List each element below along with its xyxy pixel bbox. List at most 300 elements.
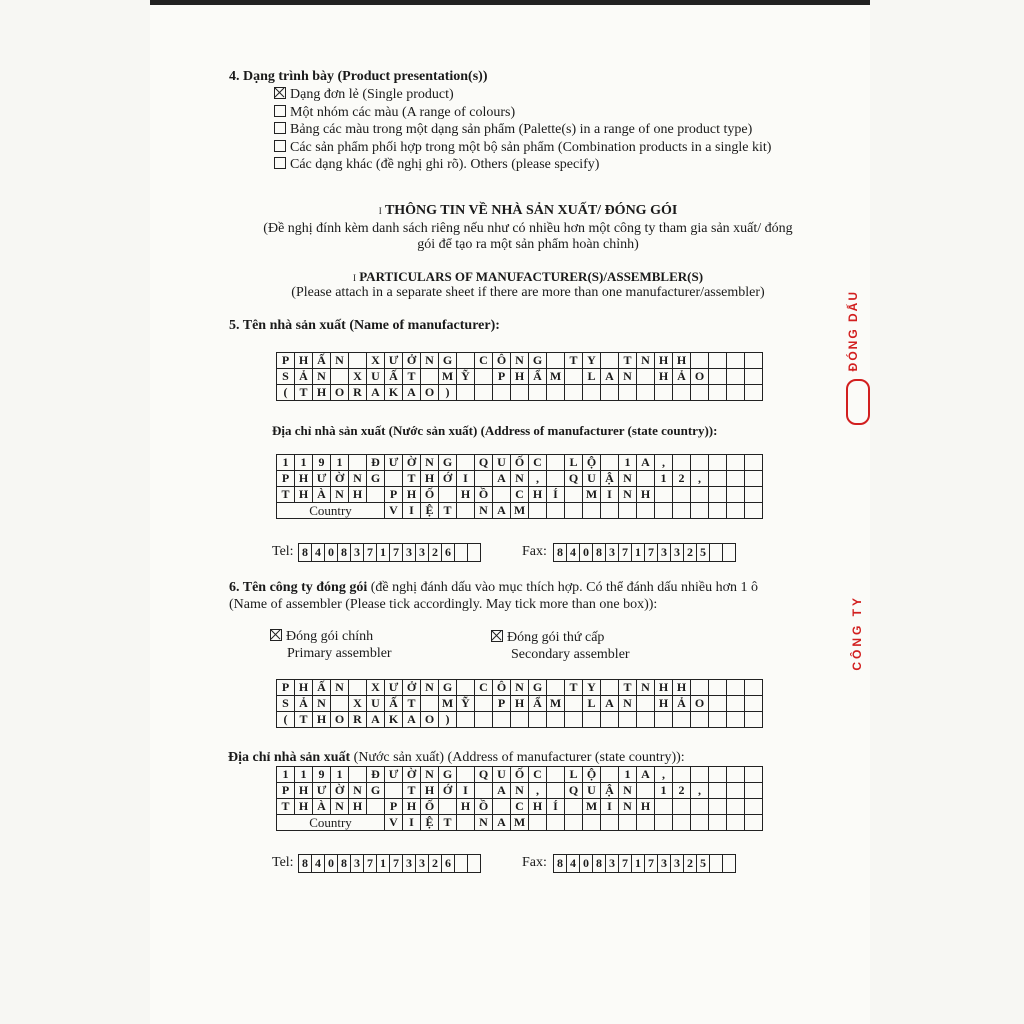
secondary-assembler-option[interactable] xyxy=(491,630,604,646)
grid-cell: Ờ xyxy=(403,455,421,471)
grid-cell xyxy=(655,712,673,728)
grid-cell: Ố xyxy=(421,799,439,815)
grid-cell xyxy=(349,455,367,471)
grid-cell: N xyxy=(331,799,349,815)
grid-cell: Ờ xyxy=(331,783,349,799)
grid-cell: T xyxy=(277,487,295,503)
grid-cell: Q xyxy=(565,783,583,799)
grid-cell xyxy=(475,712,493,728)
grid-cell: N xyxy=(619,471,637,487)
grid-cell: À xyxy=(313,487,331,503)
grid-cell: G xyxy=(367,783,385,799)
grid-cell: N xyxy=(619,487,637,503)
grid-cell: G xyxy=(439,767,457,783)
grid-cell xyxy=(493,385,511,401)
section6-address-label xyxy=(228,750,685,766)
grid-cell xyxy=(691,712,709,728)
grid-cell xyxy=(547,783,565,799)
grid-cell: P xyxy=(385,799,403,815)
grid-cell xyxy=(475,696,493,712)
grid-row xyxy=(277,471,763,487)
grid-cell: 1 xyxy=(277,767,295,783)
option-label: Một nhóm các màu (A range of colours) xyxy=(290,104,516,120)
section6-address-bold: Địa chỉ nhà sản xuất xyxy=(228,750,351,765)
grid-cell: H xyxy=(529,799,547,815)
grid-cell xyxy=(727,767,745,783)
country-cell xyxy=(655,503,673,519)
digit-box: 3 xyxy=(403,855,416,872)
country-cell xyxy=(727,815,745,831)
grid-cell: H xyxy=(655,696,673,712)
grid-cell xyxy=(709,369,727,385)
grid-cell: X xyxy=(367,353,385,369)
grid-cell xyxy=(673,712,691,728)
primary-assembler-option[interactable] xyxy=(270,629,373,645)
grid-row xyxy=(277,369,763,385)
grid-cell: G xyxy=(529,353,547,369)
grid-cell xyxy=(709,455,727,471)
digit-box xyxy=(710,544,723,561)
digit-box xyxy=(455,855,468,872)
grid-cell xyxy=(709,487,727,503)
grid-cell: H xyxy=(655,353,673,369)
section6-address-rest: (Nước sản xuất) (Address of manufacturer (state country)): xyxy=(353,750,685,765)
option-checkbox[interactable] xyxy=(274,87,286,99)
grid-cell: T xyxy=(619,680,637,696)
country-cell xyxy=(673,503,691,519)
grid-cell: H xyxy=(295,353,313,369)
grid-cell xyxy=(709,799,727,815)
grid-cell: 2 xyxy=(673,783,691,799)
grid-cell: T xyxy=(403,783,421,799)
grid-cell xyxy=(457,767,475,783)
grid-cell: 1 xyxy=(295,455,313,471)
grid-cell: H xyxy=(295,680,313,696)
country-cell xyxy=(529,815,547,831)
grid-cell: Ồ xyxy=(475,799,493,815)
country-cell xyxy=(709,815,727,831)
grid-cell: P xyxy=(493,369,511,385)
grid-cell xyxy=(691,767,709,783)
grid-cell: C xyxy=(511,487,529,503)
secondary-label-vi: Đóng gói thứ cấp xyxy=(507,630,605,645)
country-cell xyxy=(637,815,655,831)
manuf-title-vi xyxy=(228,203,828,219)
grid-cell: Ả xyxy=(673,369,691,385)
digit-box: 4 xyxy=(567,855,580,872)
digit-box: 4 xyxy=(567,544,580,561)
fax-label: Fax: xyxy=(522,544,547,559)
grid-cell: Ấ xyxy=(385,696,403,712)
option-label: Các sản phẩm phối hợp trong một bộ sản phẩm (Combination products in a single kit) xyxy=(290,139,772,155)
grid-cell xyxy=(673,487,691,503)
digit-box: 1 xyxy=(632,855,645,872)
grid-cell: Ố xyxy=(511,767,529,783)
digit-box: 1 xyxy=(377,544,390,561)
grid-row xyxy=(277,455,763,471)
grid-cell: A xyxy=(601,696,619,712)
grid-cell xyxy=(745,353,763,369)
section6-heading xyxy=(229,580,758,596)
grid-cell xyxy=(565,385,583,401)
section6-heading-line2: (Name of assembler (Please tick accordingly. May tick more than one box)): xyxy=(229,597,658,612)
digit-box: 6 xyxy=(442,544,455,561)
digit-box: 2 xyxy=(684,544,697,561)
grid-cell: T xyxy=(403,471,421,487)
country-cell: M xyxy=(511,503,529,519)
presentation-option[interactable] xyxy=(274,157,599,173)
grid-cell: N xyxy=(421,767,439,783)
grid-cell xyxy=(619,712,637,728)
grid-cell xyxy=(709,680,727,696)
grid-cell: N xyxy=(637,353,655,369)
grid-cell: Ộ xyxy=(583,455,601,471)
country-cell xyxy=(691,503,709,519)
grid-cell: N xyxy=(619,799,637,815)
grid-cell: À xyxy=(313,799,331,815)
country-cell xyxy=(547,503,565,519)
digit-box xyxy=(710,855,723,872)
grid-cell: Ớ xyxy=(439,471,457,487)
grid-cell xyxy=(457,680,475,696)
grid-cell: I xyxy=(457,783,475,799)
country-cell: N xyxy=(475,815,493,831)
digit-box xyxy=(455,544,468,561)
grid-cell: 1 xyxy=(655,471,673,487)
country-cell: Ệ xyxy=(421,815,439,831)
grid-cell xyxy=(565,487,583,503)
country-cell xyxy=(619,503,637,519)
grid-cell: T xyxy=(403,369,421,385)
grid-cell: G xyxy=(529,680,547,696)
grid-cell xyxy=(745,767,763,783)
digit-box: 7 xyxy=(619,855,632,872)
grid-cell: X xyxy=(349,369,367,385)
grid-cell: N xyxy=(511,680,529,696)
digit-box: 2 xyxy=(429,855,442,872)
option-label: Dạng đơn lẻ (Single product) xyxy=(290,87,454,102)
grid-cell xyxy=(457,712,475,728)
digit-box: 3 xyxy=(416,544,429,561)
manuf-note-vi-1: (Đề nghị đính kèm danh sách riêng nếu như có nhiều hơn một công ty tham gia sản xuất/ đóng xyxy=(263,221,793,236)
grid-cell xyxy=(727,783,745,799)
grid-cell xyxy=(601,680,619,696)
grid-cell: L xyxy=(565,767,583,783)
grid-cell: R xyxy=(349,712,367,728)
grid-cell: H xyxy=(295,799,313,815)
country-cell xyxy=(727,503,745,519)
grid-cell: ) xyxy=(439,385,457,401)
digit-box xyxy=(468,855,480,872)
country-cell xyxy=(565,815,583,831)
grid-cell: H xyxy=(637,799,655,815)
grid-cell xyxy=(727,799,745,815)
secondary-checkbox[interactable] xyxy=(491,630,503,642)
digit-box: 4 xyxy=(312,544,325,561)
country-label: Country xyxy=(277,503,385,519)
grid-cell: H xyxy=(511,369,529,385)
digit-box: 3 xyxy=(351,855,364,872)
grid-cell: H xyxy=(655,369,673,385)
grid-cell: N xyxy=(619,696,637,712)
grid-cell xyxy=(547,353,565,369)
digit-box: 7 xyxy=(364,544,377,561)
country-cell: T xyxy=(439,815,457,831)
grid-cell: M xyxy=(583,799,601,815)
digit-box: 7 xyxy=(645,855,658,872)
grid-cell: T xyxy=(565,353,583,369)
grid-cell xyxy=(727,471,745,487)
grid-cell xyxy=(745,680,763,696)
grid-cell: G xyxy=(367,471,385,487)
grid-cell: A xyxy=(403,385,421,401)
grid-cell: P xyxy=(385,487,403,503)
country-cell: A xyxy=(493,503,511,519)
country-cell xyxy=(583,503,601,519)
grid-cell: N xyxy=(421,680,439,696)
grid-cell: Ấ xyxy=(385,369,403,385)
digit-box: 8 xyxy=(593,855,606,872)
digit-box: 8 xyxy=(338,855,351,872)
grid-cell xyxy=(511,712,529,728)
grid-cell: H xyxy=(313,712,331,728)
grid-cell xyxy=(709,767,727,783)
grid-cell: Ư xyxy=(313,471,331,487)
grid-cell xyxy=(655,385,673,401)
grid-row xyxy=(277,353,763,369)
section6-heading-rest: (đề nghị đánh dấu vào mục thích hợp. Có thể đánh dấu nhiều hơn 1 ô xyxy=(370,580,759,595)
grid-cell: Y xyxy=(583,680,601,696)
option-checkbox[interactable] xyxy=(274,122,286,134)
grid-cell: , xyxy=(691,783,709,799)
fax-label-2: Fax: xyxy=(522,855,547,870)
option-checkbox[interactable] xyxy=(274,105,286,117)
grid-cell: , xyxy=(529,783,547,799)
grid-cell: Ở xyxy=(403,353,421,369)
grid-cell: H xyxy=(457,799,475,815)
grid-cell: P xyxy=(277,680,295,696)
digit-box: 3 xyxy=(606,855,619,872)
section5-heading: 5. Tên nhà sản xuất (Name of manufacturer): xyxy=(229,318,500,333)
digit-box: 3 xyxy=(671,855,684,872)
grid-cell: H xyxy=(421,783,439,799)
grid-cell xyxy=(547,471,565,487)
manuf-note-en: (Please attach in a separate sheet if there are more than one manufacturer/assembler) xyxy=(291,285,765,300)
grid-cell xyxy=(349,353,367,369)
grid-cell: H xyxy=(349,799,367,815)
grid-cell xyxy=(457,385,475,401)
grid-cell xyxy=(385,471,403,487)
grid-cell: U xyxy=(367,369,385,385)
grid-cell: Ộ xyxy=(583,767,601,783)
grid-cell: U xyxy=(493,767,511,783)
grid-cell xyxy=(493,487,511,503)
grid-cell: N xyxy=(421,353,439,369)
grid-cell: T xyxy=(619,353,637,369)
grid-cell: Q xyxy=(475,455,493,471)
grid-cell: ( xyxy=(277,385,295,401)
grid-cell xyxy=(745,471,763,487)
digit-box: 3 xyxy=(658,544,671,561)
digit-box: 7 xyxy=(364,855,377,872)
grid-row xyxy=(277,712,763,728)
country-cell xyxy=(655,815,673,831)
grid-cell: 1 xyxy=(655,783,673,799)
digit-box: 2 xyxy=(429,544,442,561)
digit-box: 0 xyxy=(580,544,593,561)
grid-cell: Ỹ xyxy=(457,369,475,385)
country-cell xyxy=(601,815,619,831)
grid-cell: G xyxy=(439,353,457,369)
grid-cell: H xyxy=(295,783,313,799)
country-cell: I xyxy=(403,815,421,831)
grid-cell xyxy=(475,385,493,401)
grid-cell: Ô xyxy=(493,680,511,696)
grid-cell: Ỹ xyxy=(457,696,475,712)
presentation-option[interactable] xyxy=(274,105,515,121)
grid-cell: 1 xyxy=(277,455,295,471)
digit-box xyxy=(723,544,735,561)
grid-cell: O xyxy=(421,712,439,728)
grid-cell: Đ xyxy=(367,455,385,471)
grid-cell: Ư xyxy=(385,353,403,369)
grid-cell: Ố xyxy=(511,455,529,471)
option-checkbox[interactable] xyxy=(274,140,286,152)
grid-cell: T xyxy=(277,799,295,815)
country-cell: N xyxy=(475,503,493,519)
grid-cell: Ư xyxy=(313,783,331,799)
grid-cell: U xyxy=(583,783,601,799)
grid-cell: U xyxy=(493,455,511,471)
digit-box: 4 xyxy=(312,855,325,872)
grid-cell xyxy=(673,767,691,783)
country-cell: V xyxy=(385,503,403,519)
grid-row xyxy=(277,767,763,783)
country-cell xyxy=(565,503,583,519)
grid-cell: H xyxy=(673,680,691,696)
digit-box: 7 xyxy=(390,544,403,561)
grid-cell: Ớ xyxy=(439,783,457,799)
grid-cell xyxy=(655,487,673,503)
grid-cell xyxy=(547,767,565,783)
grid-cell: N xyxy=(619,783,637,799)
presentation-option[interactable] xyxy=(274,140,771,156)
grid-cell xyxy=(709,783,727,799)
grid-cell: O xyxy=(691,696,709,712)
grid-cell: P xyxy=(493,696,511,712)
grid-cell xyxy=(745,487,763,503)
manuf-title-en xyxy=(228,269,828,285)
digit-box: 0 xyxy=(325,855,338,872)
grid-cell xyxy=(691,487,709,503)
grid-cell: H xyxy=(403,799,421,815)
presentation-option[interactable] xyxy=(274,87,454,103)
digit-box: 3 xyxy=(658,855,671,872)
grid-cell: A xyxy=(367,385,385,401)
grid-row xyxy=(277,385,763,401)
grid-cell: X xyxy=(349,696,367,712)
grid-cell: Ố xyxy=(421,487,439,503)
digit-box: 3 xyxy=(351,544,364,561)
grid-cell: Ờ xyxy=(331,471,349,487)
digit-box: 3 xyxy=(606,544,619,561)
grid-cell xyxy=(511,385,529,401)
grid-cell xyxy=(439,799,457,815)
grid-cell: Ư xyxy=(385,767,403,783)
grid-cell xyxy=(637,696,655,712)
presentation-option[interactable] xyxy=(274,122,752,138)
digit-box: 0 xyxy=(580,855,593,872)
grid-cell: , xyxy=(655,767,673,783)
manufacturer-name-grid xyxy=(276,352,763,401)
grid-cell: , xyxy=(529,471,547,487)
country-cell: Ệ xyxy=(421,503,439,519)
grid-cell: Q xyxy=(475,767,493,783)
grid-cell: N xyxy=(331,487,349,503)
digit-box: 8 xyxy=(554,855,567,872)
manufacturer-fax-boxes xyxy=(553,543,736,562)
country-row xyxy=(277,815,763,831)
country-cell: A xyxy=(493,815,511,831)
tel-label-2: Tel: xyxy=(272,855,294,870)
grid-cell: Ấ xyxy=(313,680,331,696)
grid-cell: 1 xyxy=(295,767,313,783)
grid-cell xyxy=(691,799,709,815)
grid-cell: N xyxy=(313,696,331,712)
grid-cell xyxy=(331,369,349,385)
grid-row xyxy=(277,799,763,815)
country-cell: V xyxy=(385,815,403,831)
grid-cell: O xyxy=(691,369,709,385)
grid-cell: C xyxy=(475,353,493,369)
grid-cell: Ấ xyxy=(313,353,331,369)
grid-cell xyxy=(547,680,565,696)
digit-box: 8 xyxy=(338,544,351,561)
digit-box: 2 xyxy=(684,855,697,872)
grid-cell xyxy=(745,455,763,471)
grid-cell: Q xyxy=(565,471,583,487)
digit-box xyxy=(723,855,735,872)
primary-checkbox[interactable] xyxy=(270,629,282,641)
grid-cell xyxy=(583,712,601,728)
grid-cell xyxy=(745,696,763,712)
grid-cell xyxy=(745,799,763,815)
grid-cell xyxy=(745,783,763,799)
grid-cell: L xyxy=(583,696,601,712)
grid-cell xyxy=(727,353,745,369)
grid-cell xyxy=(727,487,745,503)
assembler-address-grid xyxy=(276,766,763,831)
grid-cell: N xyxy=(331,680,349,696)
grid-cell: Ồ xyxy=(475,487,493,503)
grid-cell: S xyxy=(277,369,295,385)
grid-cell xyxy=(331,696,349,712)
option-checkbox[interactable] xyxy=(274,157,286,169)
grid-cell xyxy=(457,455,475,471)
digit-box: 3 xyxy=(403,544,416,561)
grid-cell: N xyxy=(511,783,529,799)
grid-cell: X xyxy=(367,680,385,696)
country-cell xyxy=(709,503,727,519)
grid-cell: Ư xyxy=(385,455,403,471)
grid-cell xyxy=(637,783,655,799)
grid-cell: Ẩ xyxy=(529,369,547,385)
grid-cell: T xyxy=(565,680,583,696)
grid-cell xyxy=(547,712,565,728)
country-row xyxy=(277,503,763,519)
grid-cell xyxy=(421,369,439,385)
grid-cell: Í xyxy=(547,799,565,815)
